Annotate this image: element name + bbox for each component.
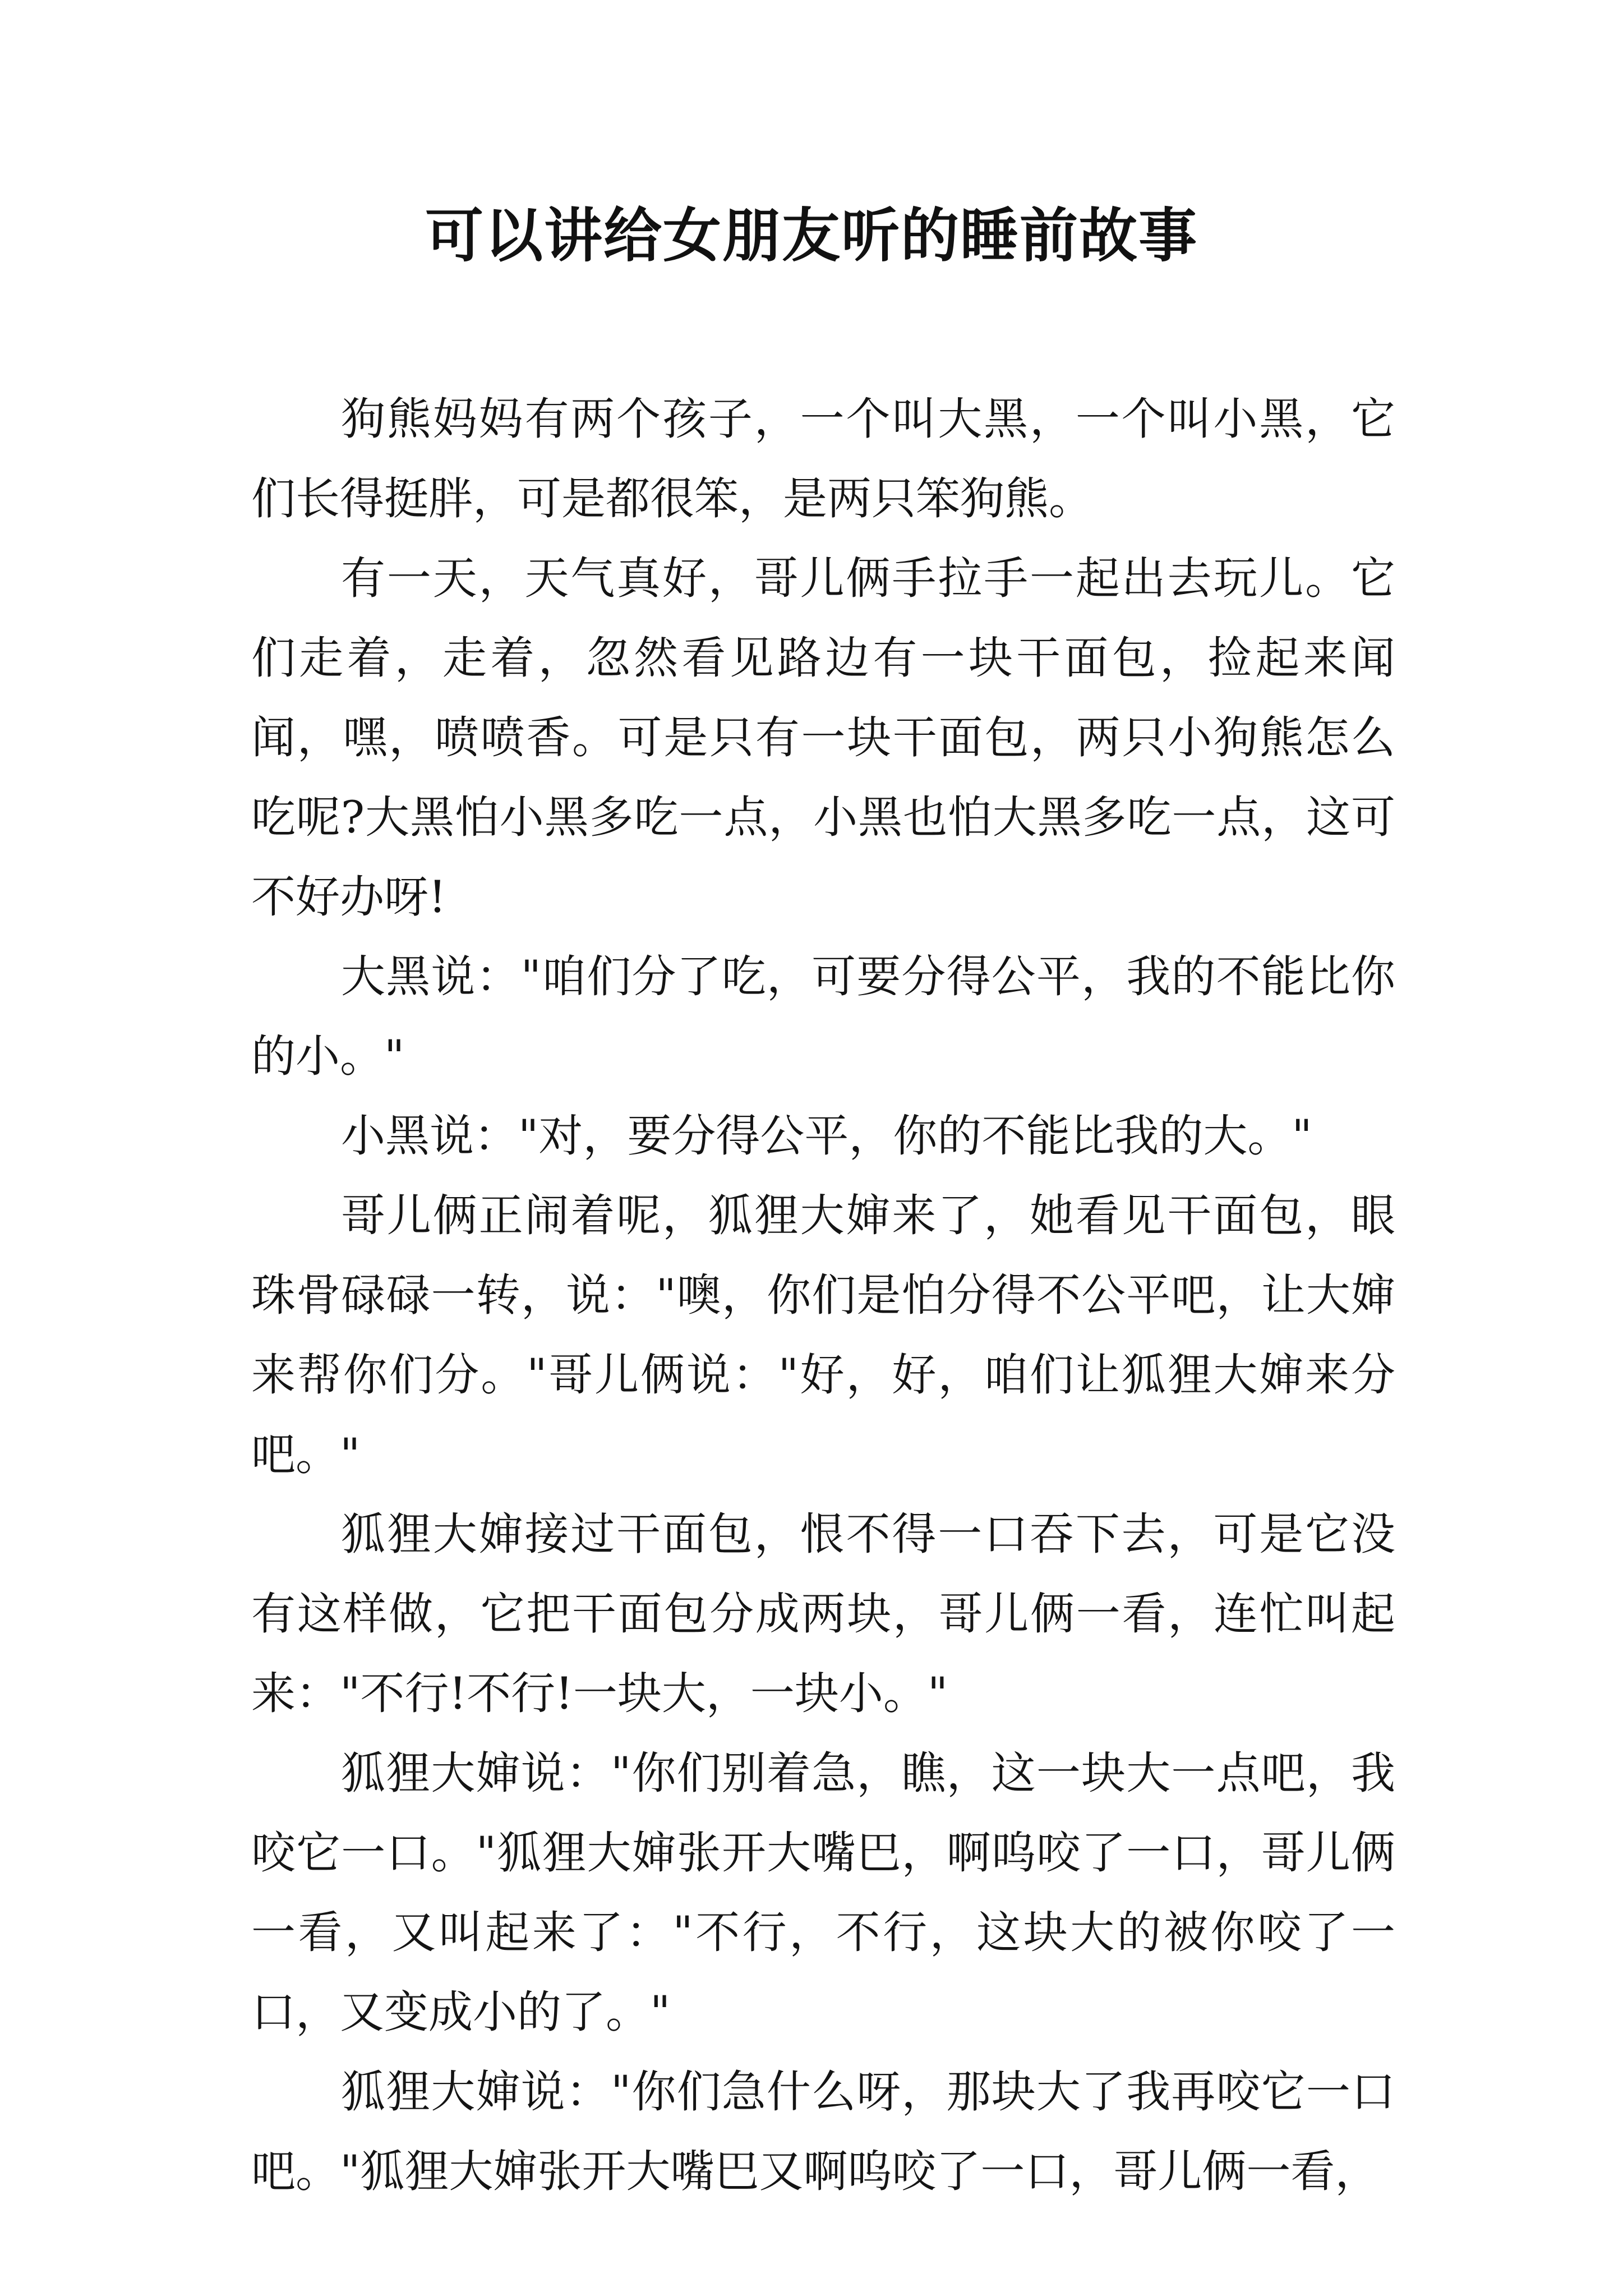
paragraph: 狐狸大婶接过干面包，恨不得一口吞下去，可是它没有这样做，它把干面包分成两块，哥儿俩一看，连忙叫起来："不行!不行!一块大，一块小。" <box>251 1508 1395 1719</box>
paragraph: 有一天，天气真好，哥儿俩手拉手一起出去玩儿。它们走着，走着，忽然看见路边有一块干面包，捡起来闻闻，嘿，喷喷香。可是只有一块干面包，两只小狗熊怎么吃呢?大黑怕小黑多吃一点，小黑也怕大黑多吃一点，这可不好办呀! <box>251 553 1395 923</box>
paragraph: 狗熊妈妈有两个孩子，一个叫大黑，一个叫小黑，它们长得挺胖，可是都很笨，是两只笨狗熊。 <box>251 393 1395 524</box>
document-title: 可以讲给女朋友听的睡前故事 <box>425 201 1198 270</box>
paragraph: 狐狸大婶说："你们急什么呀，那块大了我再咬它一口吧。"狐狸大婶张开大嘴巴又啊呜咬了一口，哥儿俩一看， <box>251 2066 1395 2197</box>
document-body <box>251 379 1395 2211</box>
paragraph: 大黑说："咱们分了吃，可要分得公平，我的不能比你的小。" <box>251 951 1395 1082</box>
paragraph: 哥儿俩正闹着呢，狐狸大婶来了，她看见干面包，眼珠骨碌碌一转，说："噢，你们是怕分得不公平吧，让大婶来帮你们分。"哥儿俩说："好，好，咱们让狐狸大婶来分吧。" <box>251 1190 1395 1480</box>
paragraph: 小黑说："对，要分得公平，你的不能比我的大。" <box>341 1110 1312 1162</box>
paragraph: 狐狸大婶说："你们别着急，瞧，这一块大一点吧，我咬它一口。"狐狸大婶张开大嘴巴，啊呜咬了一口，哥儿俩一看，又叫起来了："不行，不行，这块大的被你咬了一口，又变成小的了。" <box>251 1747 1395 2038</box>
